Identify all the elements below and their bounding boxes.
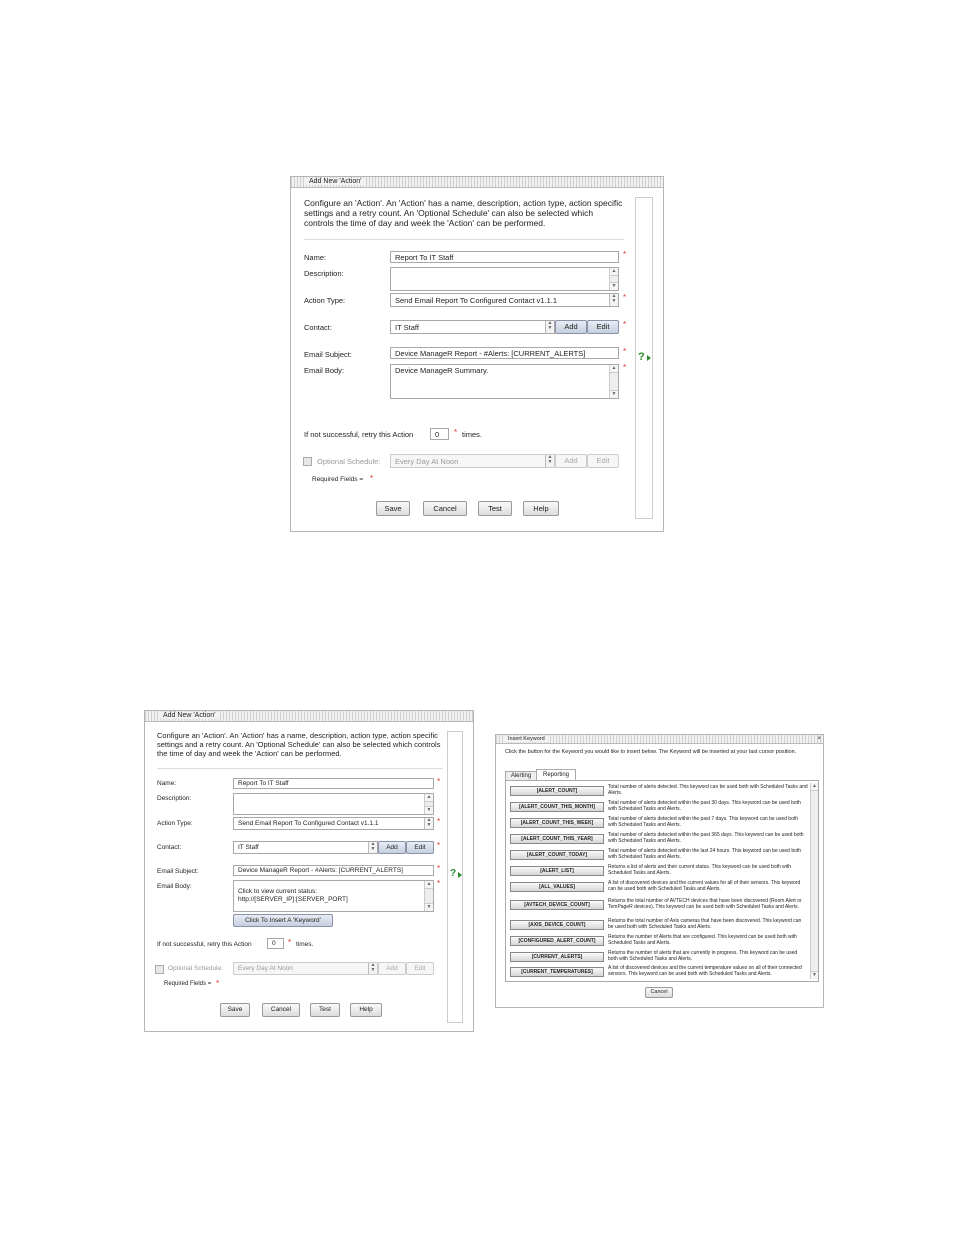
help-arrow-icon — [647, 355, 651, 361]
help-icon[interactable]: ? — [450, 868, 457, 879]
keyword-row — [506, 934, 808, 948]
schedule-label: Optional Schedule: — [317, 457, 381, 466]
select-arrow-icon: ▲ ▼ — [545, 455, 554, 467]
keyword-row — [506, 864, 808, 878]
contact-select[interactable] — [390, 320, 555, 334]
schedule-value: Every Day At Noon — [238, 965, 293, 972]
keyword-button[interactable]: [CURRENT_TEMPERATURES] — [510, 967, 604, 977]
keyword-row — [506, 832, 808, 846]
required-mark: * — [623, 293, 627, 302]
required-fields-note: Required Fields = — [164, 981, 212, 987]
email-body-line-1: Click to view current status: — [238, 888, 318, 895]
name-label: Name: — [157, 780, 177, 787]
keyword-row — [506, 800, 808, 814]
scroll-up-icon[interactable]: ▲ — [812, 783, 817, 789]
select-arrow-icon: ▲ ▼ — [545, 321, 554, 333]
email-subject-input[interactable]: Device ManageR Report - #Alerts: [CURRENT_ALERTS] — [390, 347, 619, 359]
keyword-row — [506, 848, 808, 862]
help-arrow-icon — [458, 872, 462, 878]
scroll-up-icon[interactable]: ▲ — [611, 365, 617, 371]
email-body-scrollbar[interactable] — [609, 365, 618, 398]
keyword-button[interactable]: [ALERT_COUNT_THIS_WEEK] — [510, 818, 604, 828]
keyword-button[interactable]: [ALERT_LIST] — [510, 866, 604, 876]
keyword-button[interactable]: [ALERT_COUNT] — [510, 786, 604, 796]
required-mark: * — [370, 474, 374, 483]
description-label: Description: — [304, 269, 344, 278]
keyword-row — [506, 965, 808, 979]
retry-prefix: If not successful, retry this Action — [157, 941, 252, 948]
keyword-row — [506, 784, 808, 798]
scroll-down-icon[interactable]: ▼ — [611, 391, 617, 397]
tab-alerting[interactable]: Alerting — [505, 771, 537, 781]
divider — [304, 239, 624, 240]
help-button[interactable]: Help — [350, 1003, 382, 1017]
schedule-checkbox[interactable] — [155, 965, 164, 974]
retry-input[interactable]: 0 — [430, 428, 449, 440]
action-type-select[interactable] — [233, 817, 434, 830]
email-body-textarea[interactable] — [390, 364, 619, 399]
description-textarea[interactable] — [233, 793, 434, 815]
insert-keyword-dialog — [495, 734, 824, 1008]
keyword-description: Returns the number of Alerts that are configured. This keyword can be used both with Scheduled Tasks and Alerts. — [608, 934, 797, 946]
required-mark: * — [288, 938, 292, 947]
keyword-description: Total number of alerts detected within the past 30 days. This keyword can be used both with Scheduled Tasks and Alerts. — [608, 800, 801, 812]
test-button[interactable]: Test — [478, 501, 512, 516]
action-type-select[interactable] — [390, 293, 619, 307]
divider — [157, 768, 443, 769]
contact-label: Contact: — [157, 844, 182, 851]
keyword-row — [506, 918, 808, 932]
schedule-value: Every Day At Noon — [395, 457, 459, 466]
name-input[interactable]: Report To IT Staff — [233, 778, 434, 789]
intro-text: Configure an 'Action'. An 'Action' has a name, description, action type, action specific settings and a retry count. An 'Optional Schedule' can also be selected which controls the time of day and week the 'Action' can be performed. — [157, 731, 441, 758]
retry-suffix: times. — [462, 430, 483, 439]
action-type-label: Action Type: — [304, 296, 346, 305]
contact-edit-button[interactable]: Edit — [587, 320, 619, 334]
keyword-description: A list of discovered devices and the current temperature values on all of their connected sensors. This keyword can be used both with Scheduled Tasks and Alerts. — [608, 965, 802, 977]
email-body-textarea[interactable] — [233, 880, 434, 912]
required-mark: * — [454, 428, 458, 437]
keyword-description: Returns the number of alerts that are currently in progress. This keyword can be used both with Scheduled Tasks and Alerts. — [608, 950, 798, 962]
schedule-add-button[interactable]: Add — [378, 962, 406, 975]
add-action-dialog — [290, 176, 664, 532]
keyword-description: Total number of alerts detected within the last 24 hours. This keyword can be used both with Scheduled Tasks and Alerts. — [608, 848, 802, 860]
dialog-title: Add New 'Action' — [305, 178, 365, 185]
required-mark: * — [437, 777, 441, 786]
required-mark: * — [437, 841, 441, 850]
keyword-description: Returns a list of alerts and their current status. This keyword can be used both with Scheduled Tasks and Alerts. — [608, 864, 792, 876]
contact-add-button[interactable]: Add — [555, 320, 587, 334]
email-subject-label: Email Subject: — [157, 868, 199, 875]
keyword-description: A list of discovered devices and the current values for all of their sensors. This keyword can be used both with Scheduled Tasks and Alerts. — [608, 880, 801, 892]
keyword-description: Total number of alerts detected within the past 365 days. This keyword can be used both with Scheduled Tasks and Alerts. — [608, 832, 804, 844]
schedule-edit-button[interactable]: Edit — [406, 962, 434, 975]
schedule-select[interactable] — [390, 454, 555, 468]
scroll-up-icon[interactable]: ▲ — [426, 794, 432, 800]
dialog-title: Insert Keyword — [504, 736, 549, 742]
help-icon[interactable]: ? — [638, 351, 645, 363]
schedule-edit-button[interactable]: Edit — [587, 454, 619, 468]
required-mark: * — [437, 864, 441, 873]
required-fields-note: Required Fields = — [312, 476, 364, 483]
keyword-description: Total number of alerts detected. This keyword can be used both with Scheduled Tasks and Alerts. — [608, 784, 808, 796]
required-mark: * — [623, 320, 627, 329]
save-button[interactable]: Save — [376, 501, 410, 516]
contact-value: IT Staff — [238, 844, 259, 851]
keyword-button[interactable]: [CURRENT_ALERTS] — [510, 952, 604, 962]
email-body-value: Device ManageR Summary. — [395, 366, 489, 375]
instructions: Click the button for the Keyword you would like to insert below. The Keyword will be inserted at your last cursor position. — [505, 749, 797, 755]
intro-text: Configure an 'Action'. An 'Action' has a name, description, action type, action specific settings and a retry count. An 'Optional Schedule' can also be selected which controls the time of day and week the 'Action' can be performed. — [304, 198, 623, 228]
scroll-down-icon[interactable]: ▼ — [426, 807, 432, 813]
keyword-row — [506, 816, 808, 830]
required-mark: * — [623, 250, 627, 259]
description-textarea[interactable] — [390, 267, 619, 291]
schedule-select[interactable] — [233, 962, 378, 975]
keyword-row — [506, 898, 808, 912]
action-type-value: Send Email Report To Configured Contact v1.1.1 — [395, 296, 558, 305]
scroll-up-icon[interactable]: ▲ — [426, 881, 432, 887]
contact-value: IT Staff — [395, 323, 419, 332]
email-subject-input[interactable]: Device ManageR Report - #Alerts: [CURRENT_ALERTS] — [233, 865, 434, 876]
required-mark: * — [623, 347, 627, 356]
contact-add-button[interactable]: Add — [378, 841, 406, 854]
test-button[interactable]: Test — [310, 1003, 340, 1017]
scroll-down-icon[interactable]: ▼ — [812, 972, 817, 978]
schedule-label: Optional Schedule: — [168, 965, 223, 972]
help-button[interactable]: Help — [523, 501, 559, 516]
retry-input[interactable]: 0 — [267, 938, 284, 949]
dialog-title-bar[interactable] — [496, 735, 823, 744]
keyword-button[interactable]: [AVTECH_DEVICE_COUNT] — [510, 900, 604, 910]
save-button[interactable]: Save — [220, 1003, 250, 1017]
keyword-button[interactable]: [ALL_VALUES] — [510, 882, 604, 892]
required-mark: * — [437, 879, 441, 888]
keyword-button[interactable]: [ALERT_COUNT_TODAY] — [510, 850, 604, 860]
keyword-button[interactable]: [AXIS_DEVICE_COUNT] — [510, 920, 604, 930]
add-action-dialog-keyword — [144, 710, 474, 1032]
insert-keyword-button[interactable]: Click To Insert A 'Keyword' — [233, 914, 333, 927]
dialog-title-bar[interactable] — [291, 177, 663, 188]
keyword-list-scrollbar[interactable] — [810, 783, 818, 979]
required-mark: * — [437, 817, 441, 826]
select-arrow-icon: ▲ ▼ — [368, 842, 377, 853]
scroll-down-icon[interactable]: ▼ — [611, 283, 617, 289]
keyword-cancel-button[interactable]: Cancel — [645, 987, 673, 998]
keyword-description: Total number of alerts detected within the past 7 days. This keyword can be used both with Scheduled Tasks and Alerts. — [608, 816, 799, 828]
action-type-label: Action Type: — [157, 820, 193, 827]
select-arrow-icon: ▲ ▼ — [368, 963, 377, 974]
select-arrow-icon: ▲ ▼ — [609, 294, 618, 306]
keyword-row — [506, 950, 808, 964]
dialog-title-bar[interactable] — [145, 711, 473, 722]
select-arrow-icon: ▲ ▼ — [424, 818, 433, 829]
keyword-row — [506, 880, 808, 894]
required-mark: * — [216, 979, 220, 988]
description-label: Description: — [157, 795, 192, 802]
name-label: Name: — [304, 253, 327, 262]
cancel-button[interactable]: Cancel — [262, 1003, 300, 1017]
schedule-checkbox[interactable] — [303, 457, 312, 466]
tab-reporting[interactable]: Reporting — [536, 769, 576, 781]
keyword-button[interactable]: [ALERT_COUNT_THIS_MONTH] — [510, 802, 604, 812]
email-subject-label: Email Subject: — [304, 350, 352, 359]
keyword-list — [505, 780, 819, 982]
schedule-add-button[interactable]: Add — [555, 454, 587, 468]
contact-select[interactable] — [233, 841, 378, 854]
scroll-up-icon[interactable]: ▲ — [611, 268, 617, 274]
cancel-button[interactable]: Cancel — [423, 501, 467, 516]
keyword-button[interactable]: [ALERT_COUNT_THIS_YEAR] — [510, 834, 604, 844]
keyword-description: Returns the total number of Axis cameras that have been discovered. This keyword can be used both with Scheduled Tasks and Alerts. — [608, 918, 802, 930]
description-scrollbar[interactable] — [609, 268, 618, 290]
description-scrollbar[interactable] — [424, 794, 433, 814]
required-mark: * — [623, 363, 627, 372]
email-body-label: Email Body: — [157, 883, 192, 890]
email-body-scrollbar[interactable] — [424, 881, 433, 911]
retry-prefix: If not successful, retry this Action — [304, 430, 414, 439]
dialog-title: Add New 'Action' — [159, 712, 219, 719]
keyword-description: Returns the total number of AVTECH devices that have been discovered (Room Alert or TemPageR devices). This keyword can be used both with Scheduled Tasks and Alerts. — [608, 898, 802, 910]
keyword-button[interactable]: [CONFIGURED_ALERT_COUNT] — [510, 936, 604, 946]
name-input[interactable]: Report To IT Staff — [390, 251, 619, 263]
retry-suffix: times. — [296, 941, 314, 948]
contact-edit-button[interactable]: Edit — [406, 841, 434, 854]
scroll-down-icon[interactable]: ▼ — [426, 904, 432, 910]
action-type-value: Send Email Report To Configured Contact v1.1.1 — [238, 820, 379, 827]
email-body-label: Email Body: — [304, 366, 345, 375]
email-body-line-2: http://[SERVER_IP]:[SERVER_PORT] — [238, 896, 348, 903]
close-icon[interactable]: × — [817, 736, 821, 742]
contact-label: Contact: — [304, 323, 332, 332]
